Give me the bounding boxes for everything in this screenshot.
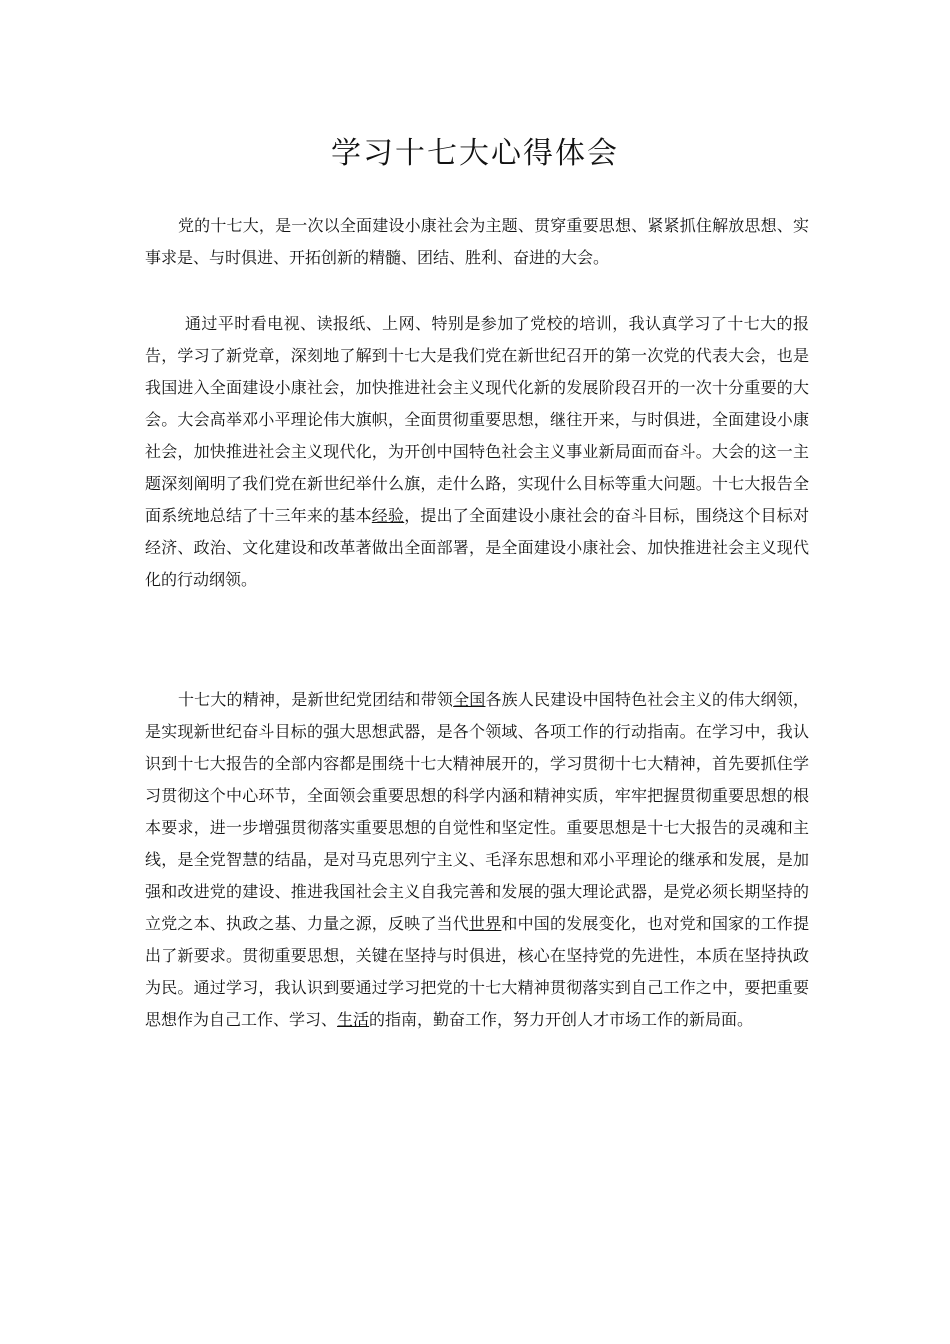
document-title: 学习十七大心得体会: [331, 136, 619, 171]
link-quanguo[interactable]: 全国: [453, 690, 486, 709]
link-jingyan[interactable]: 经验: [371, 506, 405, 525]
paragraph-1: 党的十七大，是一次以全面建设小康社会为主题、贯穿重要思想、紧紧抓住解放思想、实事求是、与时俱进、开拓创新的精髓、团结、胜利、奋进的大会。: [145, 216, 809, 267]
paragraph-3-text-b: 各族人民建设中国特色社会主义的伟大纲领，是实现新世纪奋斗目标的强大思想武器，是各个领域、各项工作的行动指南。在学习中，我认识到十七大报告的全部内容都是围绕十七大精神展开的，学习贯彻十七大精神，首先要抓住学习贯彻这个中心环节，全面领会重要思想的科学内涵和精神实质，牢牢把握贯彻重要思想的根本要求，进一步增强贯彻落实重要思想的自觉性和坚定性。重要思想是十七大报告的灵魂和主线，是全党智慧的结晶，是对马克思列宁主义、毛泽东思想和邓小平理论的继承和发展，是加强和改进党的建设、推进我国社会主义自我完善和发展的强大理论武器，是党必须长期坚持的立党之本、执政之基、力量之源，反映了当代: [145, 690, 809, 933]
paragraph-3-text-d: 的指南，勤奋工作，努力开创人才市场工作的新局面。: [369, 1010, 754, 1029]
link-shijie[interactable]: 世界: [468, 914, 502, 933]
paragraph-3: [145, 684, 809, 1036]
paragraph-2: [145, 308, 809, 596]
paragraph-2-text-b: ，提出了全面建设小康社会的奋斗目标，围绕这个目标对经济、政治、文化建设和改革著做出全面部署，是全面建设小康社会、加快推进社会主义现代化的行动纲领。: [145, 506, 809, 589]
paragraph-3-text-a: 十七大的精神，是新世纪党团结和带领: [178, 690, 454, 709]
paragraph-2-text-a: 通过平时看电视、读报纸、上网、特别是参加了党校的培训，我认真学习了十七大的报告，学习了新党章，深刻地了解到十七大是我们党在新世纪召开的第一次党的代表大会，也是我国进入全面建设小康社会，加快推进社会主义现代化新的发展阶段召开的一次十分重要的大会。大会高举邓小平理论伟大旗帜，全面贯彻重要思想，继往开来，与时俱进，全面建设小康社会，加快推进社会主义现代化，为开创中国特色社会主义事业新局面而奋斗。大会的这一主题深刻阐明了我们党在新世纪举什么旗，走什么路，实现什么目标等重大问题。十七大报告全面系统地总结了十三年来的基本: [145, 314, 809, 525]
link-shenghuo[interactable]: 生活: [337, 1010, 370, 1029]
paragraph-3-text-c: 和中国的发展变化，也对党和国家的工作提出了新要求。贯彻重要思想，关键在坚持与时俱进，核心在坚持党的先进性，本质在坚持执政为民。通过学习，我认识到要通过学习把党的十七大精神贯彻落实到自己工作之中，要把重要思想作为自己工作、学习、: [145, 914, 809, 1029]
